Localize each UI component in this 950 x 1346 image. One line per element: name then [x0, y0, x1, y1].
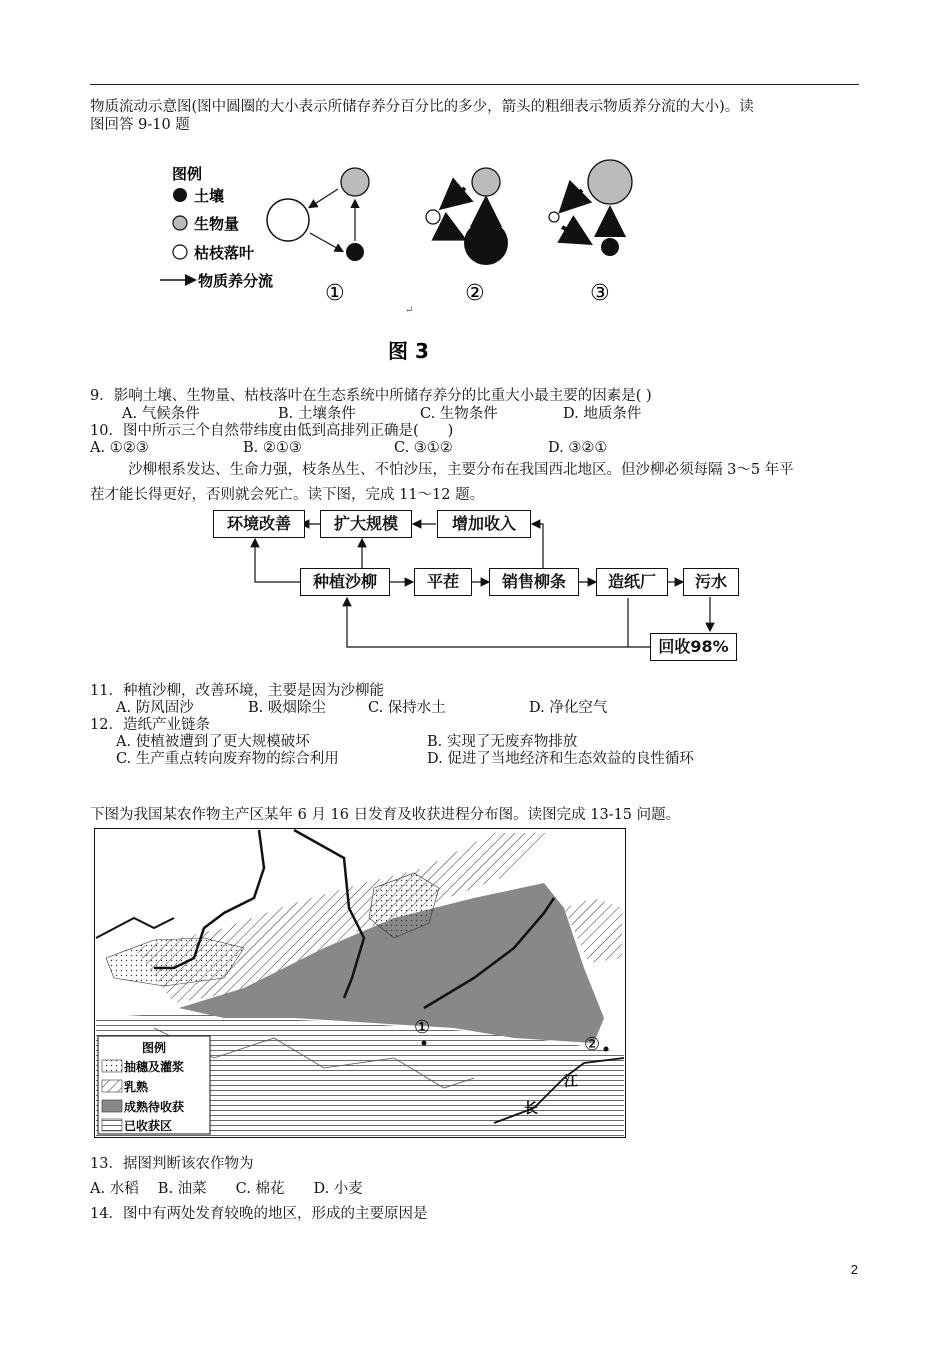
flow-box-cut: 平茬: [414, 568, 472, 596]
map-legend-milk: 乳熟: [124, 1080, 149, 1094]
map-intro: 下图为我国某农作物主产区某年 6 月 16 日发育及收获进程分布图。读图完成 13-15 问题。: [90, 807, 681, 823]
d2-soil-circle: [464, 221, 508, 265]
q10-option-a: A. ①②③: [90, 440, 149, 456]
q11-option-c: C. 保持水土: [368, 700, 446, 716]
d3-soil-circle: [601, 238, 619, 256]
d3-label: ③: [590, 281, 610, 306]
legend-swatch-harvested: [102, 1119, 122, 1131]
page-number: 2: [850, 1262, 858, 1277]
d2-litter-circle: [426, 210, 440, 224]
q9-option-c: C. 生物条件: [420, 406, 498, 422]
d1-biomass-circle: [341, 168, 369, 196]
q12-option-d: D. 促进了当地经济和生态效益的良性循环: [427, 751, 694, 767]
q13-stem: 13．据图判断该农作物为: [90, 1156, 254, 1172]
flow-box-income: 增加收入: [437, 510, 531, 538]
intro-line-1: 物质流动示意图(图中圆圈的大小表示所储存养分百分比的多少，箭头的粗细表示物质养分流的大小)。读: [90, 99, 754, 115]
flow-box-plant: 种植沙柳: [300, 568, 390, 596]
litter-legend-swatch: [173, 245, 187, 259]
q10-option-b: B. ②①③: [243, 440, 302, 456]
fig3-legend-biomass: 生物量: [194, 215, 240, 233]
river-label-chang: 长: [524, 1101, 538, 1117]
q12-option-b: B. 实现了无废弃物排放: [427, 734, 578, 750]
d2-label: ②: [465, 281, 485, 306]
legend-swatch-milk: [102, 1080, 122, 1092]
d1-label: ①: [325, 281, 345, 306]
d2-arrow-biomass-to-litter: [445, 188, 465, 205]
fig3-caption: 图 3: [388, 339, 429, 363]
map-legend-title: 图例: [142, 1041, 167, 1055]
q9-stem: 9．影响土壤、生物量、枯枝落叶在生态系统中所储存养分的比重大小最主要的因素是( ): [90, 388, 652, 404]
biomass-legend-swatch: [173, 216, 187, 230]
flow-box-recycle: 回收98%: [650, 633, 737, 661]
arrow-recycle-to-plant: [347, 598, 650, 647]
flow-box-expand: 扩大规模: [320, 510, 412, 538]
fig3-legend-soil: 土壤: [194, 187, 225, 205]
q10-stem: 10．图中所示三个自然带纬度由低到高排列正确是( ): [90, 423, 454, 439]
d1-arrow-litter-to-soil: [310, 233, 342, 251]
q12-option-c: C. 生产重点转向废弃物的综合利用: [116, 751, 339, 767]
flow-box-sell: 销售柳条: [489, 568, 579, 596]
flow-box-sewage: 污水: [683, 568, 739, 596]
q11-option-b: B. 吸烟除尘: [248, 700, 326, 716]
figure-3-nutrient-flow: [150, 155, 650, 370]
fig3-legend-title: 图例: [172, 165, 203, 183]
map-legend-harvested: 已收获区: [124, 1119, 173, 1133]
q9-option-b: B. 土壤条件: [278, 406, 356, 422]
q9-option-a: A. 气候条件: [122, 406, 200, 422]
crop-progress-map: [94, 828, 626, 1138]
header-rule: [90, 84, 859, 85]
fig3-legend-litter: 枯枝落叶: [194, 244, 255, 262]
map-legend-heading: 抽穗及灌浆: [124, 1060, 185, 1074]
q14-stem: 14．图中有两处发育较晚的地区，形成的主要原因是: [90, 1206, 428, 1222]
d1-litter-circle: [267, 199, 309, 241]
q11-stem: 11．种植沙柳，改善环境，主要是因为沙柳能: [90, 683, 384, 699]
arrow-plant-to-env: [255, 539, 300, 582]
fig3-return-mark: ↵: [405, 305, 414, 316]
q13-options: A. 水稻 B. 油菜 C. 棉花 D. 小麦: [90, 1181, 363, 1197]
d3-arrow-litter-to-soil: [562, 227, 586, 241]
d2-biomass-circle: [472, 168, 500, 196]
river-label-jiang: 江: [564, 1074, 578, 1090]
intro-line-2: 图回答 9-10 题: [90, 117, 190, 133]
q10-option-d: D. ③②①: [548, 440, 608, 456]
legend-swatch-heading: [102, 1060, 122, 1072]
d3-biomass-circle: [588, 160, 632, 204]
d1-soil-circle: [346, 243, 364, 261]
q11-option-d: D. 净化空气: [529, 700, 608, 716]
passage-line-1: 沙柳根系发达、生命力强，枝条丛生、不怕沙压，主要分布在我国西北地区。但沙柳必须每隔 3～5 年平: [128, 462, 794, 478]
d3-litter-circle: [549, 212, 559, 222]
q12-option-a: A. 使植被遭到了更大规模破坏: [116, 734, 310, 750]
q10-option-c: C. ③①②: [394, 440, 453, 456]
soil-legend-swatch: [173, 188, 187, 202]
q12-stem: 12．造纸产业链条: [90, 717, 210, 733]
point-2-label: ②: [584, 1034, 601, 1055]
arrow-sell-to-income: [532, 524, 543, 568]
d3-arrow-biomass-to-litter: [564, 190, 582, 208]
map-legend-mature: 成熟待收获: [124, 1100, 185, 1114]
passage-line-2: 茬才能长得更好，否则就会死亡。读下图，完成 11～12 题。: [90, 487, 485, 503]
flow-box-env: 环境改善: [213, 510, 305, 538]
legend-swatch-mature: [102, 1100, 122, 1112]
q9-option-d: D. 地质条件: [563, 406, 642, 422]
flow-box-paper: 造纸厂: [596, 568, 668, 596]
d2-arrow-litter-to-soil: [440, 227, 460, 237]
point-1-label: ①: [414, 1017, 431, 1038]
fig3-legend-flow: 物质养分流: [198, 272, 274, 290]
q11-option-a: A. 防风固沙: [116, 700, 194, 716]
d1-arrow-biomass-to-litter: [310, 189, 338, 207]
point-1-marker: [422, 1041, 427, 1046]
point-2-marker: [604, 1047, 609, 1052]
